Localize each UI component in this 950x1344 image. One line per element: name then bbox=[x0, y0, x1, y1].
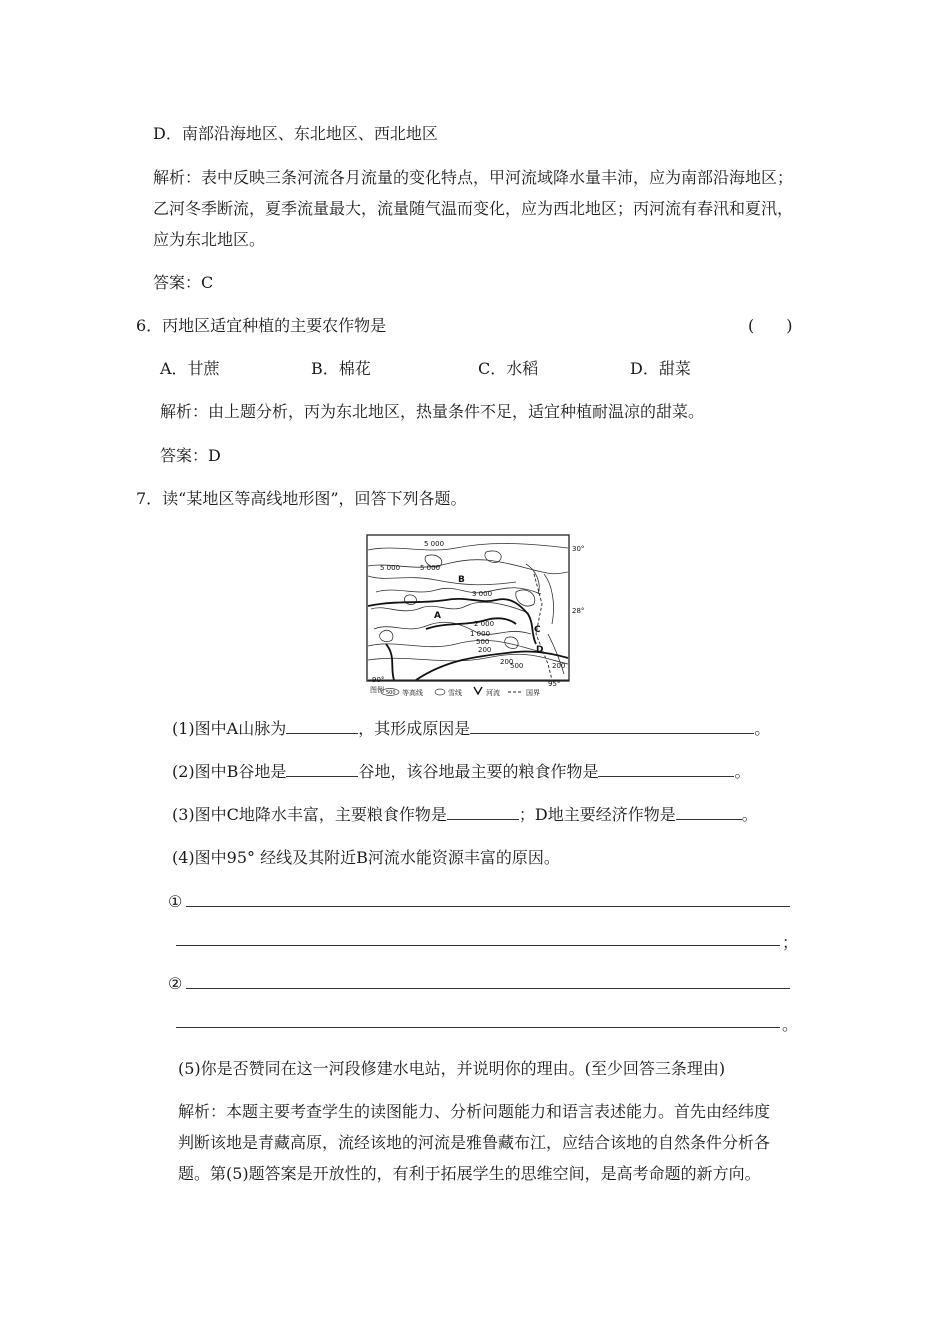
q7-sub4-mark-2: ② bbox=[168, 974, 183, 993]
q6-answer-paren: ( ) bbox=[748, 316, 793, 335]
q7-sub1-blank-2[interactable] bbox=[470, 719, 754, 734]
q6-answer: 答案：D bbox=[160, 446, 221, 465]
q7-sub3 bbox=[172, 805, 758, 825]
map-letter-a: A bbox=[434, 611, 441, 621]
map-letter-b: B bbox=[458, 575, 465, 585]
contour-label: 1 000 bbox=[470, 630, 491, 638]
legend-border-label: 国界 bbox=[526, 689, 540, 697]
q7-sub3-text-b: ；D地主要经济作物是 bbox=[518, 805, 676, 824]
q7-sub2 bbox=[172, 762, 750, 782]
contour-label: 5 000 bbox=[420, 564, 441, 572]
q6-option-b: B．棉花 bbox=[311, 359, 371, 378]
q7-sub2-text-b: 谷地，该谷地最主要的粮食作物是 bbox=[358, 762, 599, 781]
lat-label-top: 30° bbox=[572, 545, 584, 553]
q7-sub1-text-b: ，其形成原因是 bbox=[358, 719, 471, 738]
q6-stem: 6．丙地区适宜种植的主要农作物是 bbox=[136, 316, 387, 335]
q7-analysis-line-2: 判断该地是青藏高原，流经该地的河流是雅鲁藏布江，应结合该地的自然条件分析各 bbox=[178, 1133, 771, 1152]
q7-sub2-blank-1[interactable] bbox=[286, 762, 358, 777]
contour-label: 2 000 bbox=[474, 620, 495, 628]
q7-sub4-period: 。 bbox=[782, 1015, 799, 1034]
q6-option-c: C．水稻 bbox=[478, 359, 539, 378]
map-letter-d: D bbox=[536, 645, 544, 655]
contour-label: 200 bbox=[500, 658, 514, 666]
river-icon bbox=[474, 687, 482, 694]
legend-river-label: 河流 bbox=[486, 689, 500, 697]
q7-sub3-blank-2[interactable] bbox=[676, 805, 742, 820]
legend-contour-value: 500 bbox=[386, 690, 396, 696]
q5-option-d: D．南部沿海地区、东北地区、西北地区 bbox=[153, 124, 438, 143]
q7-sub1-blank-1[interactable] bbox=[286, 719, 358, 734]
q6-option-d: D．甜菜 bbox=[630, 359, 691, 378]
q7-sub2-blank-2[interactable] bbox=[598, 762, 734, 777]
q7-sub4-answer-line-4[interactable] bbox=[176, 1027, 780, 1028]
q5-answer: 答案：C bbox=[153, 273, 214, 292]
lon-label-left: 90° bbox=[372, 676, 385, 684]
q7-analysis-line-1: 解析：本题主要考查学生的读图能力、分析问题能力和语言表述能力。首先由经纬度 bbox=[178, 1102, 771, 1121]
q7-sub4-answer-line-3[interactable] bbox=[186, 988, 790, 989]
q5-analysis-line-2: 乙河冬季断流，夏季流量最大，流量随气温而变化，应为西北地区；丙河流有春汛和夏汛， bbox=[153, 199, 794, 218]
legend-contour-label: 等高线 bbox=[402, 689, 423, 697]
legend-title: 图例 bbox=[370, 686, 384, 694]
contour-label: 500 bbox=[510, 662, 524, 670]
lon-label-right: 95° bbox=[548, 680, 561, 688]
q7-sub4-mark-1: ① bbox=[168, 892, 183, 911]
q6-option-a: A．甘蔗 bbox=[160, 359, 220, 378]
map-legend bbox=[370, 685, 540, 697]
q7-analysis-line-3: 题。第(5)题答案是开放性的，有利于拓展学生的思维空间，是高考命题的新方向。 bbox=[178, 1164, 761, 1183]
q7-sub3-text-a: (3)图中C地降水丰富，主要粮食作物是 bbox=[172, 805, 447, 824]
q7-sub3-blank-1[interactable] bbox=[447, 805, 519, 820]
q7-sub1 bbox=[172, 719, 770, 739]
contour-label: 200 bbox=[552, 662, 566, 670]
q7-sub1-text-a: (1)图中A山脉为 bbox=[172, 719, 287, 738]
lat-label-mid: 28° bbox=[572, 607, 584, 615]
q5-analysis-line-1: 解析：表中反映三条河流各月流量的变化特点，甲河流域降水量丰沛，应为南部沿海地区； bbox=[153, 168, 794, 187]
q7-stem: 7．读“某地区等高线地形图”，回答下列各题。 bbox=[136, 489, 467, 508]
contour-label: 200 bbox=[478, 646, 492, 654]
contour-label: 5 000 bbox=[380, 564, 401, 572]
q7-sub4: (4)图中95° 经线及其附近B河流水能资源丰富的原因。 bbox=[172, 848, 560, 867]
legend-snow-label: 雪线 bbox=[448, 689, 462, 697]
contour-label: 500 bbox=[476, 638, 490, 646]
q5-analysis-line-3: 应为东北地区。 bbox=[153, 230, 266, 249]
q7-sub2-end: 。 bbox=[734, 762, 751, 781]
q7-sub1-end: 。 bbox=[754, 719, 771, 738]
contour-map bbox=[366, 534, 584, 704]
q7-sub4-semicolon: ； bbox=[782, 933, 799, 952]
map-letter-c: C bbox=[534, 625, 541, 635]
q6-analysis: 解析：由上题分析，丙为东北地区，热量条件不足，适宜种植耐温凉的甜菜。 bbox=[160, 402, 705, 421]
contour-label: 5 000 bbox=[424, 540, 445, 548]
q7-sub4-answer-line-2[interactable] bbox=[176, 945, 780, 946]
q7-sub3-end: 。 bbox=[741, 805, 758, 824]
snow-line-icon bbox=[435, 689, 445, 695]
contour-label: 3 000 bbox=[472, 590, 493, 598]
q7-sub4-answer-line-1[interactable] bbox=[186, 906, 790, 907]
q7-sub5: (5)你是否赞同在这一河段修建水电站，并说明你的理由。(至少回答三条理由) bbox=[178, 1059, 726, 1078]
q7-sub2-text-a: (2)图中B谷地是 bbox=[172, 762, 287, 781]
